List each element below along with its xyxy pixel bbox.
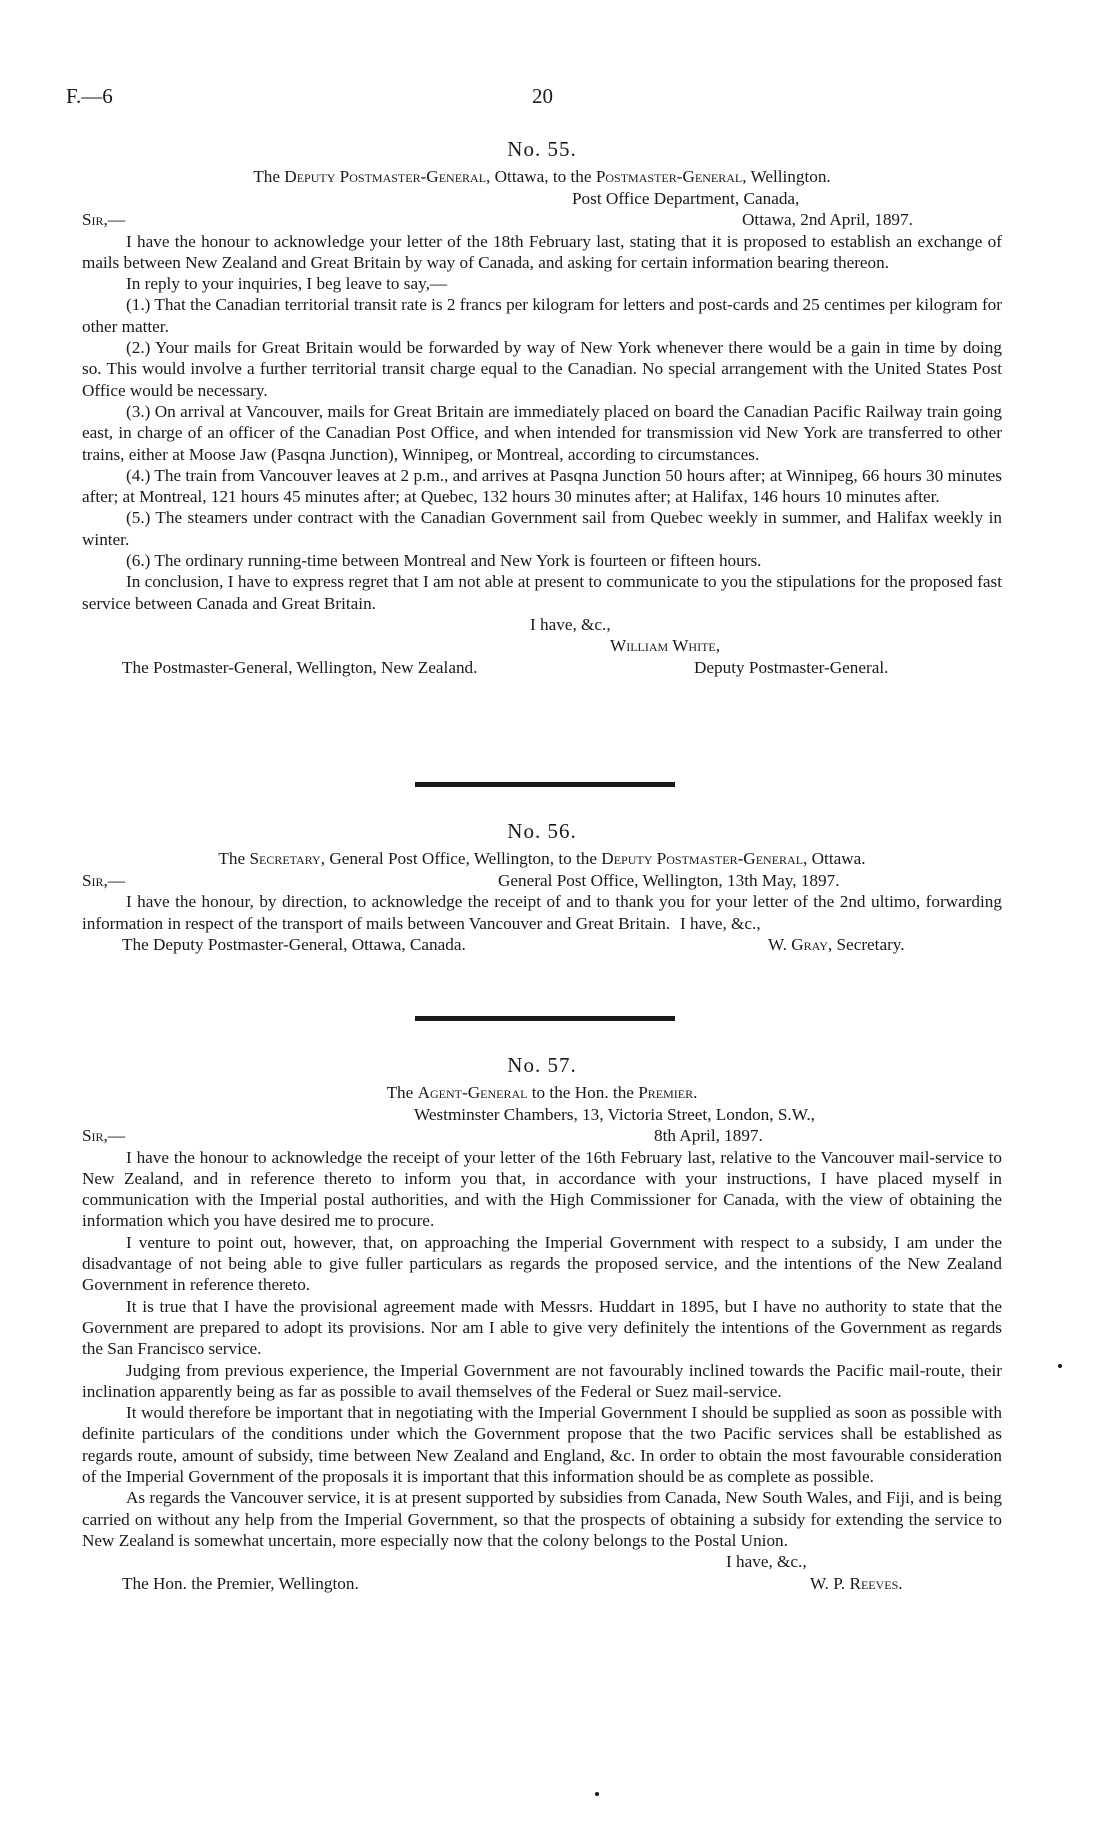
paragraph: (1.) That the Canadian territorial transit rate is 2 francs per kilogram for letters and post-cards and 25 centimes per kilogram for other matter. [82, 295, 1002, 336]
closing: I have, &c., [680, 913, 761, 933]
signature: William White, [610, 636, 721, 656]
closing-row [82, 1551, 1002, 1572]
paragraph: Judging from previous experience, the Imperial Government are not favourably inclined towards the Pacific mail-route, their inclination apparently being as far as possible to avail themselves of the Federal or Suez mail-service. [82, 1360, 1002, 1401]
letter-57 [82, 1052, 1002, 1594]
addressee-row [82, 1573, 1002, 1594]
letter-heading: No. 57. [507, 1053, 577, 1077]
addressee-row [82, 934, 1002, 955]
addressee: The Deputy Postmaster-General, Ottawa, Canada. [122, 934, 466, 954]
document-reference: F.—6 [66, 84, 113, 108]
paragraph: It is true that I have the provisional agreement made with Messrs. Huddart in 1895, but I have no authority to state that the Government are prepared to adopt its provisions. Nor am I able to give very definitely the intentions of the Government as regards the San Francisco service. [82, 1296, 1002, 1359]
addressee: The Hon. the Premier, Wellington. [122, 1573, 359, 1593]
signature: W. P. Reeves. [810, 1573, 903, 1593]
paragraph: I have the honour to acknowledge your letter of the 18th February last, stating that it is proposed to establish an exchange of mails between New Zealand and Great Britain by way of Canada, and asking for certain information bearing thereon. [82, 231, 1002, 272]
paragraph: I venture to point out, however, that, on approaching the Imperial Government with respect to a subsidy, I am under the disadvantage of not being able to give fuller particulars as regards the proposed service, and the intentions of the New Zealand Government in reference thereto. [82, 1232, 1002, 1295]
page-header [66, 86, 1066, 112]
addressee: The Postmaster-General, Wellington, New Zealand. [122, 657, 478, 677]
section-divider [415, 782, 675, 787]
page-number: 20 [532, 84, 553, 108]
paragraph: (4.) The train from Vancouver leaves at 2 p.m., and arrives at Pasqna Junction 50 hours after; at Winnipeg, 66 hours 30 minutes after; at Montreal, 121 hours 45 minutes after; at Quebec, 132 hours 30 minutes after; at Halifax, 146 hours 10 minutes after. [82, 465, 1002, 507]
section-divider [415, 1016, 675, 1021]
paragraph: (2.) Your mails for Great Britain would be forwarded by way of New York whenever there would be a gain in time by doing so. This would involve a further territorial transit charge equal to the Canadian. No special arrangement with the United States Post Office would be necessary. [82, 338, 1002, 400]
addressee-row [82, 657, 1002, 678]
sender-address: Post Office Department, Canada, [572, 189, 800, 208]
paragraph: I have the honour to acknowledge the receipt of your letter of the 16th February last, relative to the Vancouver mail-service to New Zealand, and in reference thereto to inform you that, in accordance with your instructions, I have placed myself in communication with the Imperial postal authorities, and with the High Commissioner for Canada, with the view of obtaining the information which you have desired me to procure. [82, 1147, 1002, 1231]
letter-55 [82, 136, 1002, 678]
paragraph: (5.) The steamers under contract with the Canadian Government sail from Quebec weekly in summer, and Halifax weekly in winter. [82, 508, 1002, 549]
sender-address: General Post Office, Wellington, 13th May, 1897. [498, 871, 840, 890]
paragraph: It would therefore be important that in negotiating with the Imperial Government I should be supplied as soon as possible with definite particulars of the conditions under which the Government propose that the two Pacific services shall be established as regards route, amount of subsidy, time between New Zealand and England, &c. In order to obtain the most favourable consideration of the Imperial Government of the proposals it is important that this information should be as complete as possible. [82, 1403, 1002, 1487]
sender-address: Westminster Chambers, 13, Victoria Street, London, S.W., [414, 1105, 815, 1124]
paragraph: (6.) The ordinary running-time between Montreal and New York is fourteen or fifteen hours. [126, 551, 762, 571]
paragraph: (3.) On arrival at Vancouver, mails for Great Britain are immediately placed on board the Canadian Pacific Railway train going east, in charge of an officer of the Canadian Post Office, and when intended for transmission vid New York are transferred to other trains, either at Moose Jaw (Pasqna Junction), Winnipeg, or Montreal, according to circumstances. [82, 401, 1002, 464]
letter-description: The Agent-General to the Hon. the Premier. [386, 1083, 698, 1102]
letter-date: Ottawa, 2nd April, 1897. [742, 210, 913, 230]
signature: W. Gray, Secretary. [768, 934, 905, 954]
salutation-row [82, 209, 1002, 230]
margin-mark [1058, 1364, 1062, 1368]
letter-date: 8th April, 1897. [654, 1126, 763, 1146]
margin-mark [595, 1792, 599, 1796]
address-row [82, 1104, 1002, 1125]
letter-heading: No. 56. [507, 819, 577, 843]
salutation: Sir,— [82, 1126, 126, 1146]
address-row [82, 188, 1002, 209]
paragraph: In conclusion, I have to express regret that I am not able at present to communicate to you the stipulations for the proposed fast service between Canada and Great Britain. [82, 572, 1002, 613]
salutation: Sir,— [82, 871, 126, 890]
letter-description: The Secretary, General Post Office, Wellington, to the Deputy Postmaster-General, Ottawa. [218, 849, 866, 868]
salutation: Sir,— [82, 210, 126, 230]
letter-56 [82, 818, 1002, 955]
signature-row [82, 635, 1002, 656]
letter-heading: No. 55. [507, 137, 577, 161]
closing-row [82, 913, 1002, 934]
salutation-row [82, 870, 1002, 891]
closing: I have, &c., [726, 1552, 807, 1572]
paragraph: As regards the Vancouver service, it is at present supported by subsidies from Canada, New South Wales, and Fiji, and is being carried on without any help from the Imperial Government, so that the prospects of obtaining a subsidy for extending the service to New Zealand is somewhat uncertain, more especially now that the colony belongs to the Postal Union. [82, 1488, 1002, 1550]
closing-row [82, 614, 1002, 635]
paragraph: I have the honour, by direction, to acknowledge the receipt of and to thank you for your letter of the 2nd ultimo, forwarding information in respect of the transport of mails between Vancouver and Great Britain. [82, 892, 1002, 933]
signer-title: Deputy Postmaster-General. [694, 657, 889, 677]
letter-description: The Deputy Postmaster-General, Ottawa, to the Postmaster-General, Wellington. [253, 167, 831, 186]
salutation-row [82, 1125, 1002, 1146]
closing: I have, &c., [530, 614, 611, 634]
paragraph: In reply to your inquiries, I beg leave to say,— [126, 274, 448, 294]
